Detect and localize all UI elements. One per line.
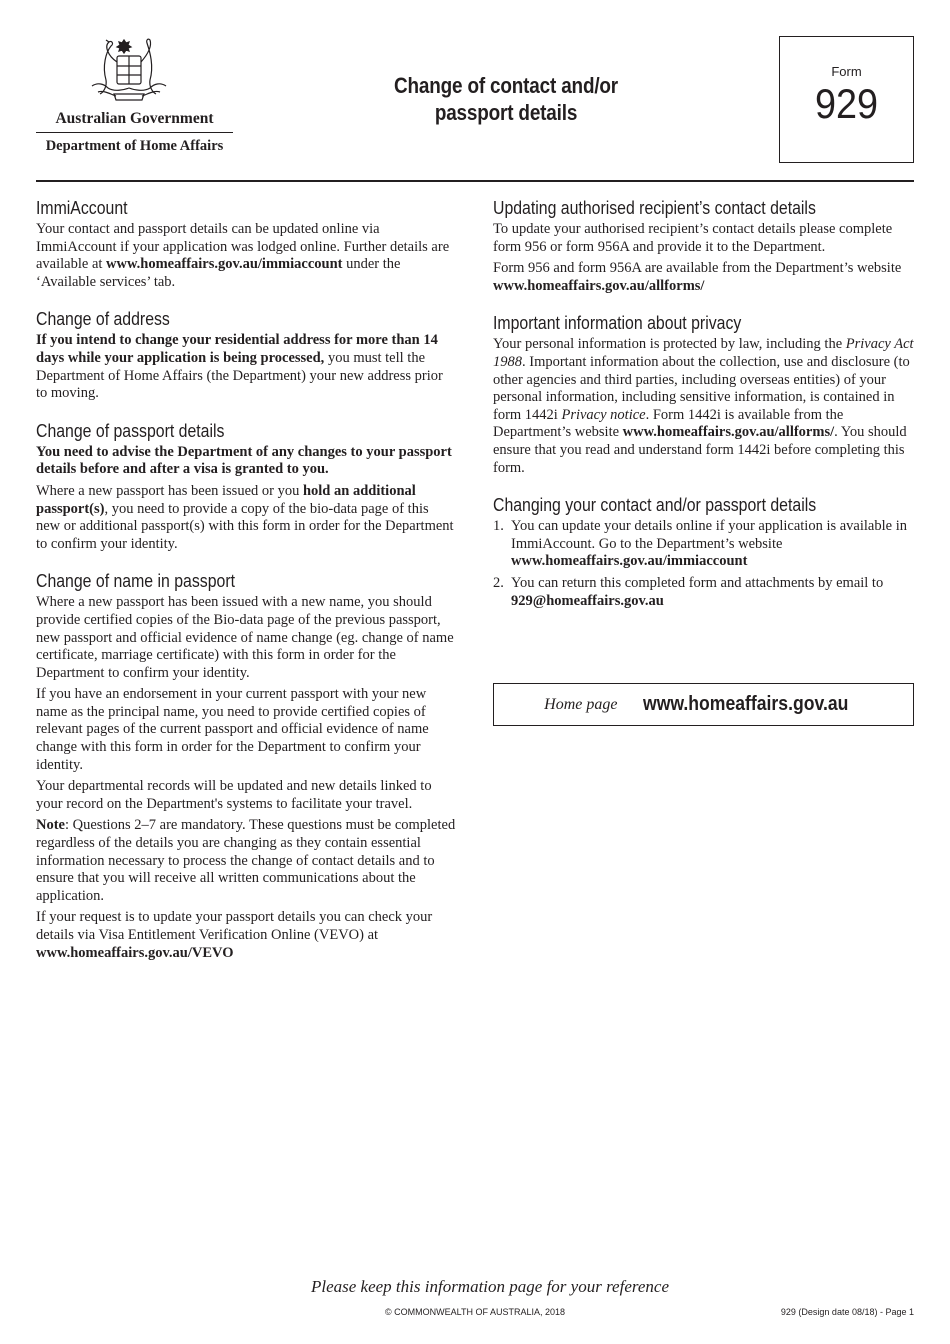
paragraph [36,332,456,402]
list-item [493,575,914,610]
allforms-link[interactable]: www.homeaffairs.gov.au/allforms/ [622,424,835,441]
text: . Important information about the collection, use and disclosure (to other agencies and third parties, including overseas entities) of your personal information, including sensitive information, is contained in form 1442i [493,353,910,423]
section-change-of-passport [36,419,456,554]
home-page-box [493,683,914,726]
header-divider [36,180,914,182]
bold-text: You need to advise the Department of any changes to your passport details before and after a visa is granted to you. [36,443,452,478]
paragraph: Your departmental records will be updated and new details linked to your record on the Department's systems to facilitate your travel. [36,778,432,812]
section-heading: Change of passport details [36,420,225,441]
paragraph [36,444,456,479]
paragraph [493,260,914,295]
government-name: Australian Government [55,110,214,127]
paragraph: Where a new passport has been issued with a new name, you should provide certified copies of the Bio-data page of the previous passport, new passport and official evidence of name change (eg. change of name certificate, marriage certificate) with this form in order for the Department to confirm your identity. [36,594,454,681]
list-text [511,575,883,610]
note-label: Note [36,817,65,834]
immiaccount-link[interactable]: www.homeaffairs.gov.au/immiaccount [106,256,343,273]
bold-text: If you intend to change your residential address for more than 14 days while your application is being processed, [36,332,438,366]
left-column [36,196,456,978]
section-authorised-recipient [493,196,914,295]
section-change-of-address [36,307,456,402]
text: Your contact and passport details can be updated online via ImmiAccount if your application was lodged online. Further details are available at [36,221,450,273]
text: Where a new passport has been issued or you [36,482,303,499]
right-column [493,196,914,626]
paragraph: To update your authorised recipient’s contact details please complete form 956 or form 956A and provide it to the Department. [493,221,893,255]
section-heading: Updating authorised recipient’s contact details [493,198,816,218]
department-name: Department of Home Affairs [45,138,224,154]
paragraph [36,483,456,553]
list-text [511,518,914,571]
text: , you need to provide a copy of the bio-data page of this new or additional passport(s) with this form in order for the Department to confirm your identity. [36,500,454,552]
page-reference: 929 (Design date 08/18) - Page 1 [780,1307,914,1317]
text: . Form 1442i is available from the Department’s website [493,406,844,441]
list-item [493,518,914,571]
footer-note: Please keep this information page for your reference [310,1277,669,1296]
form-number-box [779,36,914,163]
title-line-1: Change of contact and/or [394,73,618,98]
form-label: Form [831,64,862,79]
page-title [355,72,658,126]
paragraph: If you have an endorsement in your current passport with your new name as the principal name, you need to provide certified copies of relevant pages of the current passport and official evidence of name change with this form in order for the Department to confirm your identity. [36,686,429,773]
home-page-link[interactable]: www.homeaffairs.gov.au [643,693,849,715]
coat-of-arms-icon [84,36,174,106]
immiaccount-link[interactable]: www.homeaffairs.gov.au/immiaccount [511,553,748,570]
paragraph [493,336,914,477]
section-privacy [493,311,914,477]
note-paragraph [36,817,456,905]
form-number: 929 [814,80,879,127]
title-line-2: passport details [434,100,578,125]
italic-text: Privacy notice [561,406,646,423]
section-changing-details [493,493,914,610]
section-heading: Change of name in passport [36,571,236,592]
list-number: 2. [493,574,504,591]
text: Your personal information is protected by law, including the [493,336,846,353]
allforms-link[interactable]: www.homeaffairs.gov.au/allforms/ [493,277,705,294]
steps-list [493,518,914,610]
text: If your request is to update your passport details you can check your details via Visa Entitlement Verification Online (VEVO) at [36,909,433,943]
text: . You should ensure that you read and understand form 1442i before completing this form. [493,424,907,476]
vevo-link[interactable]: www.homeaffairs.gov.au/VEVO [36,944,234,961]
paragraph [36,909,456,962]
text: Form 956 and form 956A are available from the Department’s website [493,260,902,277]
list-number: 1. [493,518,504,535]
section-heading: Changing your contact and/or passport details [493,495,817,516]
home-page-label: Home page [544,695,618,713]
bold-text: hold an additional passport(s) [36,482,416,517]
paragraph [36,221,456,291]
section-change-of-name [36,569,456,962]
divider [36,132,233,133]
section-heading: ImmiAccount [36,198,128,218]
copyright: © COMMONWEALTH OF AUSTRALIA, 2018 [385,1307,565,1317]
text: You can update your details online if your application is available in ImmiAccount. Go to the Department’s website [511,518,907,552]
section-heading: Change of address [36,309,170,330]
italic-text: Privacy Act 1988 [493,336,914,370]
section-heading: Important information about privacy [493,313,742,334]
section-immiaccount [36,196,456,291]
email-link[interactable]: 929@homeaffairs.gov.au [511,592,664,609]
text: You can return this completed form and attachments by email to [511,574,884,591]
text: under the ‘Available services’ tab. [36,256,401,290]
text: : Questions 2–7 are mandatory. These questions must be completed regardless of the details you are changing as they contain essential information necessary to process the change of contact details and to ensure that you will receive all written communications about the application. [36,817,456,904]
text: you must tell the Department of Home Affairs (the Department) your new address prior to moving. [36,349,443,402]
